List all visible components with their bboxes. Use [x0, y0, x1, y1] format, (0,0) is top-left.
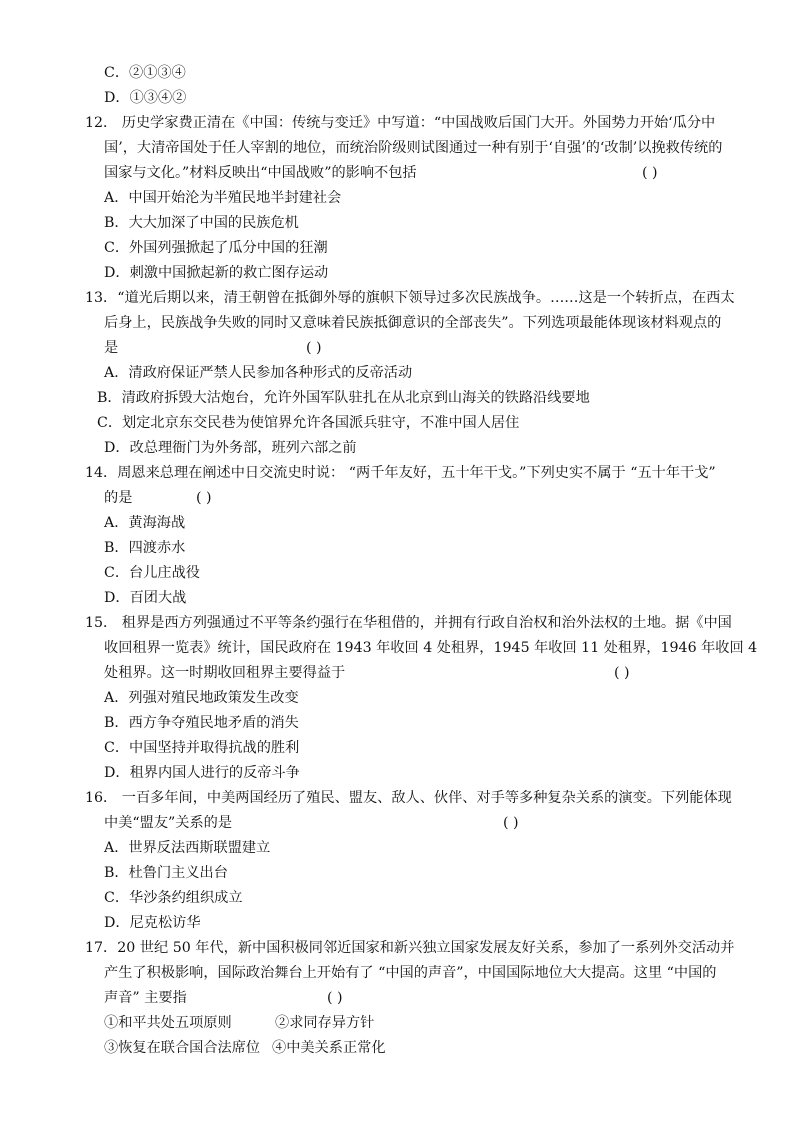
q13-stem-line-1: 13．“道光后期以来，清王朝曾在抵御外辱的旗帜下领导过多次民族战争。……这是一个转折点，在西太 — [85, 290, 735, 306]
q11-option-c: C．②①③④ — [104, 65, 186, 81]
q14-answer-paren: ( ) — [196, 490, 212, 506]
q12-stem-line-1: 12． 历史学家费正清在《中国：传统与变迁》中写道：“中国战败后国门大开。外国势力开始‘瓜分中 — [85, 115, 716, 131]
q16-option-b: B．杜鲁门主义出台 — [104, 865, 228, 881]
q17-stem-line-1: 17．20 世纪 50 年代，新中国积极同邻近国家和新兴独立国家发展友好关系，参加了一系列外交活动并 — [85, 940, 735, 956]
q16-option-c: C．华沙条约组织成立 — [104, 890, 243, 906]
q12-stem-line-2: 国’，大清帝国处于任人宰割的地位，而统治阶级则试图通过一种有别于‘自强’的‘改制’以挽救传统的 — [104, 140, 723, 156]
q16-stem-line-1: 16． 一百多年间，中美两国经历了殖民、盟友、敌人、伙伴、对手等多种复杂关系的演变。下列能体现 — [85, 790, 732, 806]
q14-option-a: A．黄海海战 — [104, 515, 186, 531]
q14-stem-line-1: 14．周恩来总理在阐述中日交流史时说： “两千年友好，五十年干戈。”下列史实不属于 “五十年干戈” — [85, 465, 716, 481]
q16-answer-paren: ( ) — [503, 815, 519, 831]
q15-option-b: B．西方争夺殖民地矛盾的消失 — [104, 715, 299, 731]
q17-item-4: ④中美关系正常化 — [272, 1040, 386, 1056]
q14-option-d: D．百团大战 — [104, 590, 187, 606]
q17-stem-line-3: 声音” 主要指 — [104, 990, 187, 1006]
q13-answer-paren: ( ) — [306, 340, 322, 356]
q17-stem-line-2: 产生了积极影响，国际政治舞台上开始有了 “中国的声音”，中国国际地位大大提高。这里 “中国的 — [104, 965, 717, 981]
q15-stem-line-2: 收回租界一览表》统计，国民政府在 1943 年收回 4 处租界，1945 年收回 11 处租界，1946 年收回 4 — [104, 640, 758, 656]
q14-option-b: B．四渡赤水 — [104, 540, 186, 556]
q17-answer-paren: ( ) — [327, 990, 343, 1006]
q15-option-d: D．租界内国人进行的反帝斗争 — [104, 765, 300, 781]
q12-answer-paren: ( ) — [642, 165, 658, 181]
q12-option-d: D．刺激中国掀起新的救亡图存运动 — [104, 265, 329, 281]
q14-stem-line-2: 的是 — [104, 490, 133, 506]
q16-option-d: D．尼克松访华 — [104, 915, 201, 931]
q17-item-2: ②求同存异方针 — [275, 1015, 375, 1031]
q13-option-c: C．划定北京东交民巷为使馆界允许各国派兵驻守，不准中国人居住 — [97, 415, 520, 431]
q13-stem-line-2: 后身上，民族战争失败的同时又意味着民族抵御意识的全部丧失”。下列选项最能体现该材料观点的 — [104, 315, 722, 331]
q15-option-a: A．列强对殖民地政策发生改变 — [104, 690, 299, 706]
q12-option-a: A．中国开始沦为半殖民地半封建社会 — [104, 190, 342, 206]
q11-option-d: D．①③④② — [104, 90, 187, 106]
q12-option-b: B．大大加深了中国的民族危机 — [104, 215, 299, 231]
q13-option-d: D．改总理衙门为外务部，班列六部之前 — [104, 440, 357, 456]
q14-option-c: C．台儿庄战役 — [104, 565, 200, 581]
q15-option-c: C．中国坚持并取得抗战的胜利 — [104, 740, 300, 756]
q16-option-a: A．世界反法西斯联盟建立 — [104, 840, 271, 856]
q12-option-c: C．外国列强掀起了瓜分中国的狂潮 — [104, 240, 328, 256]
q16-stem-line-2: 中美“盟友”关系的是 — [104, 815, 233, 831]
q13-option-a: A．清政府保证严禁人民参加各种形式的反帝活动 — [104, 365, 413, 381]
q13-option-b: B．清政府拆毁大沽炮台，允许外国军队驻扎在从北京到山海关的铁路沿线要地 — [97, 390, 590, 406]
q15-stem-line-3: 处租界。这一时期收回租界主要得益于 — [104, 665, 346, 681]
q17-item-3: ③恢复在联合国合法席位 — [104, 1040, 261, 1056]
q17-item-1: ①和平共处五项原则 — [104, 1015, 232, 1031]
q13-stem-line-3: 是 — [104, 340, 119, 356]
q15-stem-line-1: 15． 租界是西方列强通过不平等条约强行在华租借的，并拥有行政自治权和治外法权的土地。据《中国 — [85, 615, 732, 631]
q12-stem-line-3: 国家与文化。”材料反映出“中国战败”的影响不包括 — [104, 165, 417, 181]
q15-answer-paren: ( ) — [614, 665, 630, 681]
